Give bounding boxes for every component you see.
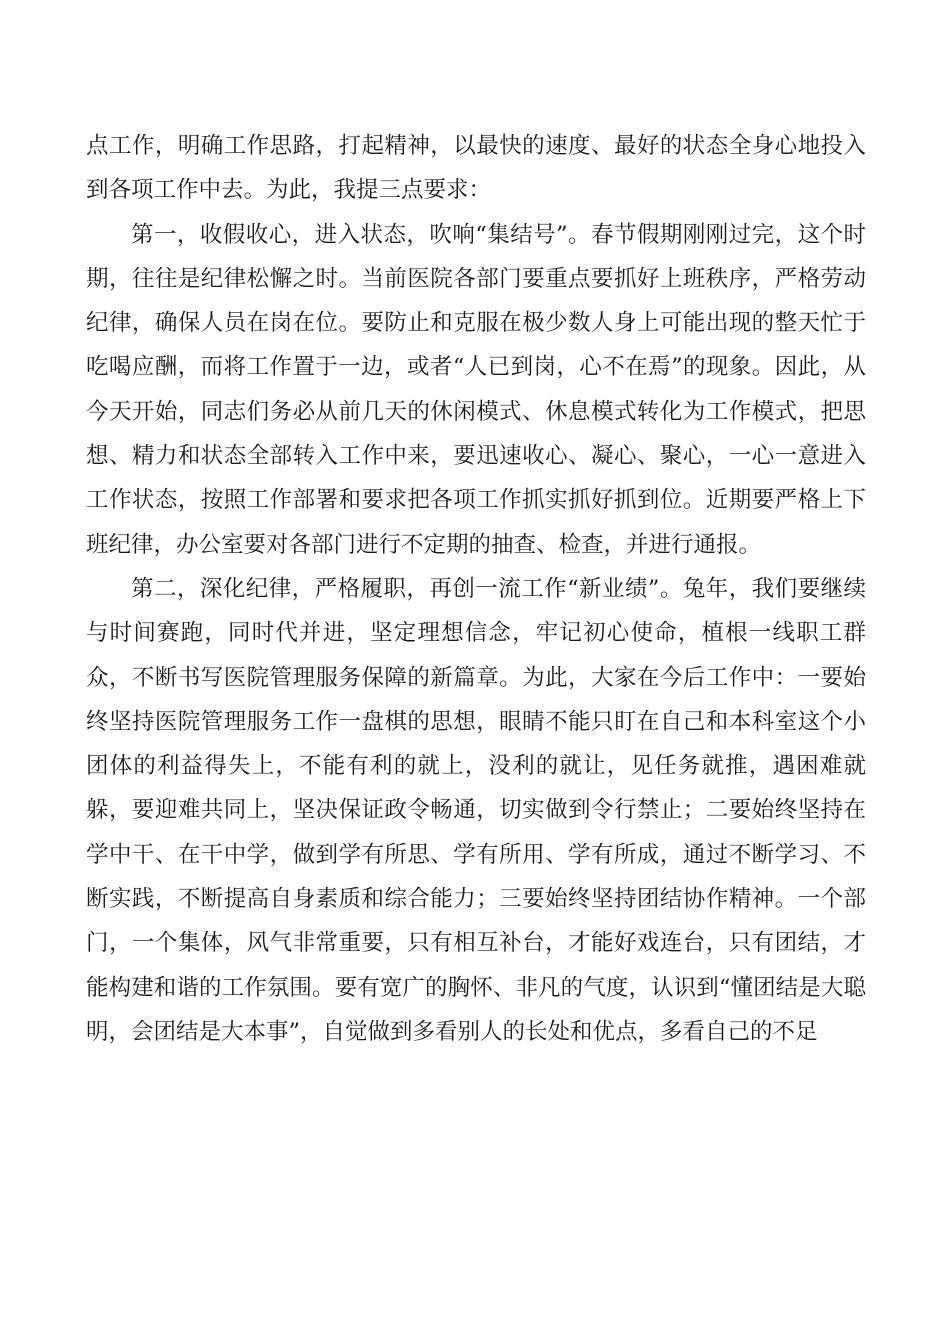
document-body: [86, 124, 866, 1054]
paragraph-continued: 点工作，明确工作思路，打起精神，以最快的速度、最好的状态全身心地投入到各项工作中去。为此，我提三点要求：: [86, 133, 866, 204]
paragraph-first-requirement: 第一，收假收心，进入状态，吹响“集结号”。春节假期刚刚过完，这个时期，往往是纪律松懈之时。当前医院各部门要重点要抓好上班秩序，严格劳动纪律，确保人员在岗在位。要防止和克服在极少数人身上可能出现的整天忙于吃喝应酬，而将工作置于一边，或者“人已到岗，心不在焉”的现象。因此，从今天开始，同志们务必从前几天的休闲模式、休息模式转化为工作模式，把思想、精力和状态全部转入工作中来，要迅速收心、凝心、聚心，一心一意进入工作状态，按照工作部署和要求把各项工作抓实抓好抓到位。近期要严格上下班纪律，办公室要对各部门进行不定期的抽查、检查，并进行通报。: [86, 221, 866, 558]
paragraph-second-requirement: 第二，深化纪律，严格履职，再创一流工作“新业绩”。兔年，我们要继续与时间赛跑，同时代并进，坚定理想信念，牢记初心使命，植根一线职工群众，不断书写医院管理服务保障的新篇章。为此，大家在今后工作中：一要始终坚持医院管理服务工作一盘棋的思想，眼睛不能只盯在自己和本科室这个小团体的利益得失上，不能有利的就上，没利的就让，见任务就推，遇困难就躲，要迎难共同上，坚决保证政令畅通，切实做到令行禁止；二要始终坚持在学中干、在干中学，做到学有所思、学有所用、学有所成，通过不断学习、不断实践，不断提高自身素质和综合能力；三要始终坚持团结协作精神。一个部门，一个集体，风气非常重要，只有相互补台，才能好戏连台，只有团结，才能构建和谐的工作氛围。要有宽广的胸怀、非凡的气度，认识到“懂团结是大聪明，会团结是大本事”，自觉做到多看别人的长处和优点，多看自己的不足: [86, 575, 866, 1045]
